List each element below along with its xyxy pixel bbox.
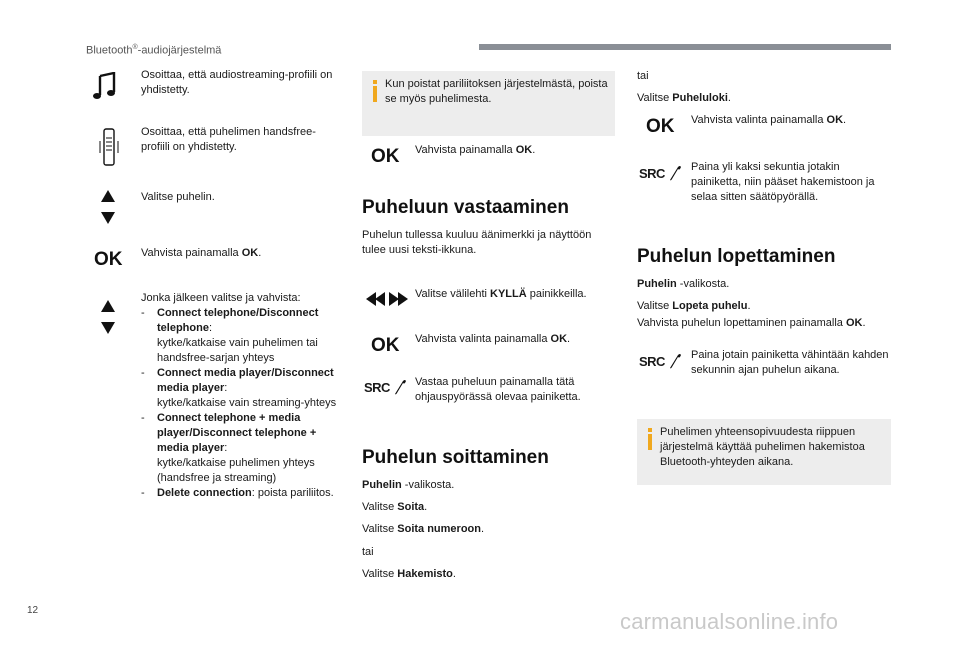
heading-end-call: Puhelun lopettaminen [637, 246, 836, 267]
confirm-choice-text: Vahvista valinta painamalla OK. [691, 114, 847, 126]
header-title [86, 40, 221, 59]
mobile-phone-icon [99, 128, 119, 166]
ok-button-icon: OK [94, 249, 123, 270]
streaming-profile-text: Osoittaa, että audiostreaming-profiili on yhdistetty. [141, 69, 333, 96]
list-item: - Connect media player/Disconnect media player: kytke/katkaise vain streaming-yhteys [141, 367, 337, 409]
heading-make-call: Puhelun soittaminen [362, 447, 549, 468]
info-icon-dot [648, 428, 652, 432]
handsfree-profile-text: Osoittaa, että puhelimen handsfree-profiili on yhdistetty. [141, 126, 316, 153]
ok-button-icon: OK [646, 116, 675, 137]
src-phone-button-icon: SRC [364, 379, 407, 397]
or-text: tai [362, 546, 374, 558]
phone-menu-text: Puhelin -valikosta. [637, 278, 730, 290]
up-down-arrows-icon [100, 298, 116, 336]
info-delete-pairing-text: Kun poistat pariliitoksen järjestelmästä, poista se myös puhelimesta. [385, 78, 608, 105]
confirm-ok-text [141, 246, 341, 261]
confirm-choice-text: Vahvista valinta painamalla OK. [415, 333, 571, 345]
info-icon [648, 434, 652, 450]
connection-options [141, 291, 343, 501]
heading-answer-call: Puheluun vastaaminen [362, 197, 569, 218]
watermark: carmanualsonline.info [620, 609, 839, 634]
music-note-icon [92, 72, 118, 100]
ok-button-icon: OK [371, 335, 400, 356]
header-title-rest: -audiojärjestelmä [137, 44, 222, 57]
ok-button-icon: OK [371, 146, 400, 167]
select-phone-text: Valitse puhelin. [141, 191, 215, 203]
connection-intro: Jonka jälkeen valitse ja vahvista: [141, 292, 301, 304]
confirm-bold: OK [241, 247, 259, 259]
src-phone-button-icon: SRC [639, 165, 682, 183]
select-call-text: Valitse Soita. [362, 501, 428, 513]
or-text: tai [637, 70, 649, 82]
select-directory-text: Valitse Hakemisto. [362, 568, 456, 580]
answer-intro-text: Puhelun tullessa kuuluu äänimerkki ja näyttöön tulee uusi teksti-ikkuna. [362, 229, 592, 256]
confirm-suffix: . [258, 247, 262, 259]
confirm-end-call-text: Vahvista puhelun lopettaminen painamalla OK. [637, 317, 866, 329]
registered-mark: ® [132, 44, 138, 51]
confirm-prefix: Vahvista painamalla [141, 247, 242, 259]
up-down-arrows-icon [100, 188, 116, 226]
press-button-end-text: Paina jotain painiketta vähintään kahden sekunnin ajan puhelun aikana. [691, 349, 889, 376]
page-number: 12 [27, 605, 39, 616]
confirm-ok-text: Vahvista painamalla OK. [415, 144, 536, 156]
phone-menu-text: Puhelin -valikosta. [362, 479, 455, 491]
left-right-arrows-icon [365, 291, 409, 307]
header-bar [479, 44, 891, 50]
answer-wheel-text: Vastaa puheluun painamalla tätä ohjauspyörässä olevaa painiketta. [415, 376, 581, 403]
info-compatibility-text: Puhelimen yhteensopivuudesta riippuen järjestelmä käyttää puhelimen hakemistoa Bluetooth-yhteyden aikana. [660, 426, 865, 468]
select-end-call-text: Valitse Lopeta puhelu. [637, 300, 751, 312]
list-item: - Delete connection: poista pariliitos. [141, 487, 334, 499]
src-phone-button-icon: SRC [639, 353, 682, 371]
info-icon [373, 86, 377, 102]
info-icon-dot [373, 80, 377, 84]
select-dial-number-text: Valitse Soita numeroon. [362, 523, 485, 535]
list-item: - Connect telephone/Disconnect telephone: kytke/katkaise vain puhelimen tai handsfree-sarjan yhteys [141, 307, 319, 364]
list-item: - Connect telephone + media player/Disconnect telephone + media player: kytke/katkaise puhelimen yhteys (handsfree ja streaming) [141, 412, 317, 484]
select-call-log-text: Valitse Puheluloki. [637, 92, 731, 104]
hold-button-directory-text: Paina yli kaksi sekuntia jotakin painiketta, niin pääset hakemistoon ja selaa sitten säätöpyörällä. [691, 161, 875, 203]
header-title-main: Bluetooth [86, 44, 133, 57]
select-yes-tab-text: Valitse välilehti KYLLÄ painikkeilla. [415, 288, 587, 300]
